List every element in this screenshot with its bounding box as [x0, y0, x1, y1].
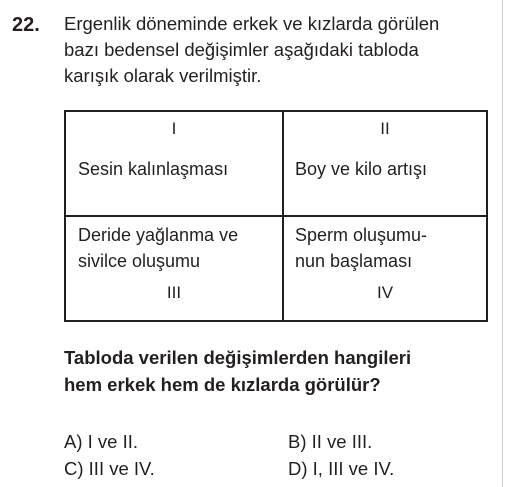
cell-text: Deride yağlanma ve — [78, 225, 239, 245]
question-prompt — [64, 344, 494, 398]
table-cell-iii — [78, 222, 270, 306]
cell-numeral: I — [171, 119, 177, 138]
question-prompt-line: hem erkek hem de kızlarda görülür? — [64, 374, 381, 395]
question-stem-line: karışık olarak verilmiştir. — [64, 65, 262, 86]
cell-numeral: II — [380, 119, 390, 138]
cell-numeral: IV — [376, 283, 394, 302]
cell-text: Sesin kalınlaşması — [78, 159, 229, 179]
table-cell-ii — [295, 116, 475, 182]
option-a[interactable]: A) I ve II. — [64, 431, 139, 452]
question-prompt-line: Tabloda verilen değişimlerden hangileri — [64, 347, 412, 368]
option-c[interactable]: C) III ve IV. — [64, 458, 155, 479]
changes-table — [64, 110, 488, 322]
cell-text: sivilce oluşumu — [78, 251, 201, 271]
question-stem — [64, 11, 494, 89]
table-cell-iv — [295, 222, 475, 306]
table-divider-horizontal — [66, 215, 486, 217]
cell-numeral: III — [166, 283, 182, 302]
question-number: 22. — [12, 14, 40, 36]
option-b[interactable]: B) II ve III. — [288, 431, 373, 452]
table-cell-i — [78, 116, 270, 182]
cell-text: nun başlaması — [295, 251, 413, 271]
cell-text: Sperm oluşumu- — [295, 225, 428, 245]
question-stem-line: bazı bedensel değişimler aşağıdaki tabloda — [64, 39, 419, 60]
option-d[interactable]: D) I, III ve IV. — [288, 458, 395, 479]
page-column-divider — [502, 0, 503, 487]
cell-text: Boy ve kilo artışı — [295, 159, 428, 179]
question-stem-line: Ergenlik döneminde erkek ve kızlarda görülen — [64, 13, 440, 34]
